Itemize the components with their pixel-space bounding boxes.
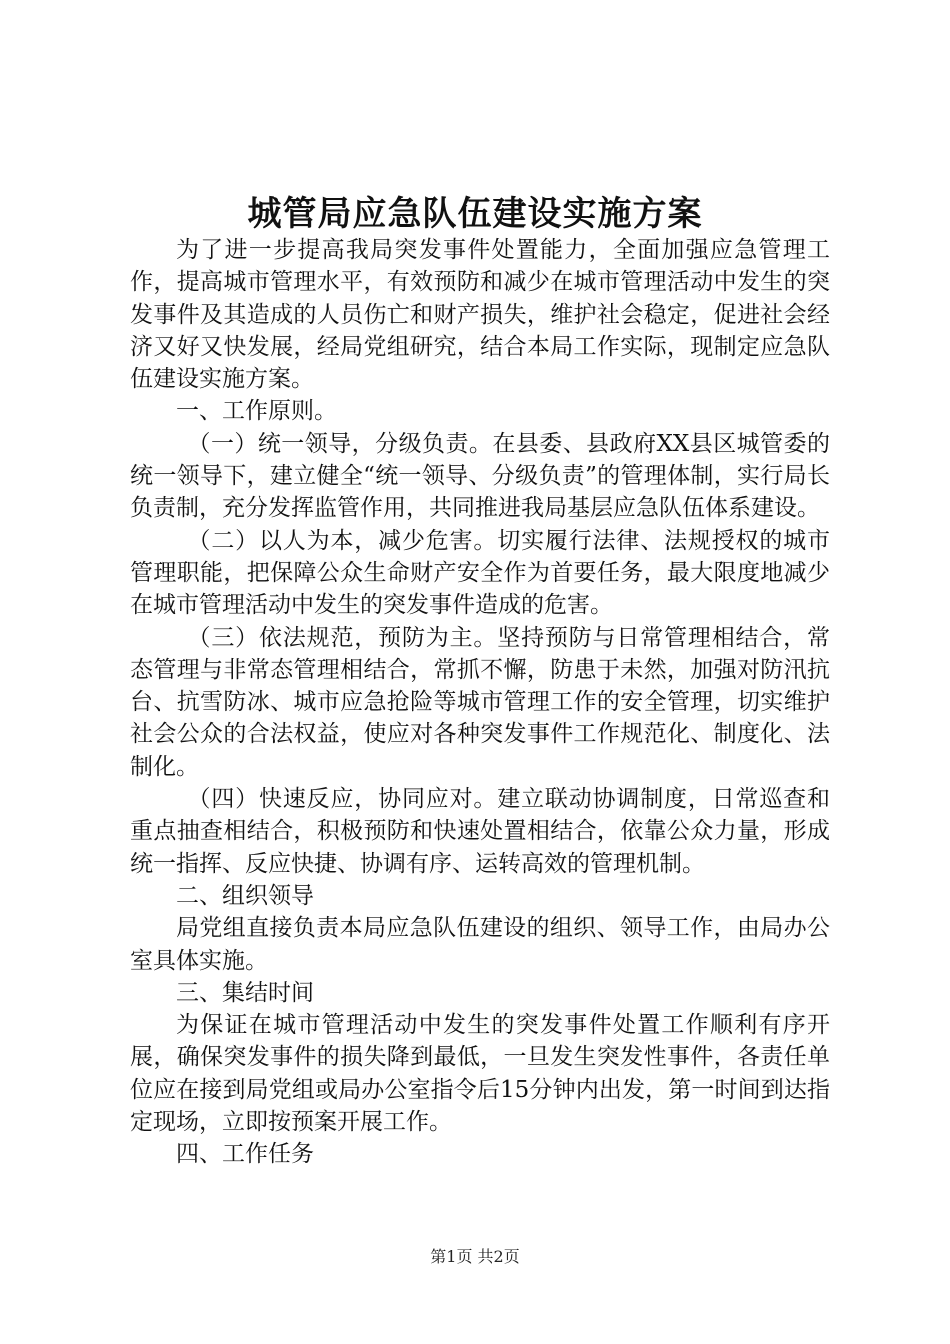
principle-paragraph-3: （三）依法规范，预防为主。坚持预防与日常管理相结合，常态管理与非常态管理相结合，常抓不懈，防患于未然，加强对防汛抗台、抗雪防冰、城市应急抢险等城市管理工作的安全管理，切实维护社会公众的合法权益，使应对各种突发事件工作规范化、制度化、法制化。 bbox=[130, 624, 830, 780]
section-heading-principles: 一、工作原则。 bbox=[176, 398, 337, 425]
section-heading-assembly-time: 三、集结时间 bbox=[176, 979, 314, 1006]
principle-paragraph-2: （二）以人为本，减少危害。切实履行法律、法规授权的城市管理职能，把保障公众生命财产安全作为首要任务，最大限度地减少在城市管理活动中发生的突发事件造成的危害。 bbox=[130, 527, 830, 619]
principle-paragraph-4: （四）快速反应，协同应对。建立联动协调制度，日常巡查和重点抽查相结合，积极预防和快速处置相结合，依靠公众力量，形成统一指挥、反应快捷、协调有序、运转高效的管理机制。 bbox=[130, 786, 830, 877]
page-number-footer: 第1页 共2页 bbox=[430, 1247, 520, 1266]
intro-paragraph: 为了进一步提高我局突发事件处置能力，全面加强应急管理工作，提高城市管理水平，有效预防和减少在城市管理活动中发生的突发事件及其造成的人员伤亡和财产损失，维护社会稳定，促进社会经济又好又快发展，经局党组研究，结合本局工作实际，现制定应急队伍建设实施方案。 bbox=[130, 237, 830, 393]
principle-paragraph-1: （一）统一领导，分级负责。在县委、县政府XX县区城管委的统一领导下，建立健全“统一领导、分级负责”的管理体制，实行局长负责制，充分发挥监管作用，共同推进我局基层应急队伍体系建设。 bbox=[130, 430, 830, 522]
document-body bbox=[130, 234, 830, 1171]
assembly-time-paragraph: 为保证在城市管理活动中发生的突发事件处置工作顺利有序开展，确保突发事件的损失降到最低，一旦发生突发性事件，各责任单位应在接到局党组或局办公室指令后15分钟内出发，第一时间到达指定现场，立即按预案开展工作。 bbox=[130, 1012, 830, 1136]
leadership-paragraph: 局党组直接负责本局应急队伍建设的组织、领导工作，由局办公室具体实施。 bbox=[130, 915, 830, 974]
document-title: 城管局应急队伍建设实施方案 bbox=[247, 194, 703, 234]
section-heading-tasks: 四、工作任务 bbox=[176, 1141, 314, 1168]
section-heading-leadership: 二、组织领导 bbox=[176, 882, 314, 909]
